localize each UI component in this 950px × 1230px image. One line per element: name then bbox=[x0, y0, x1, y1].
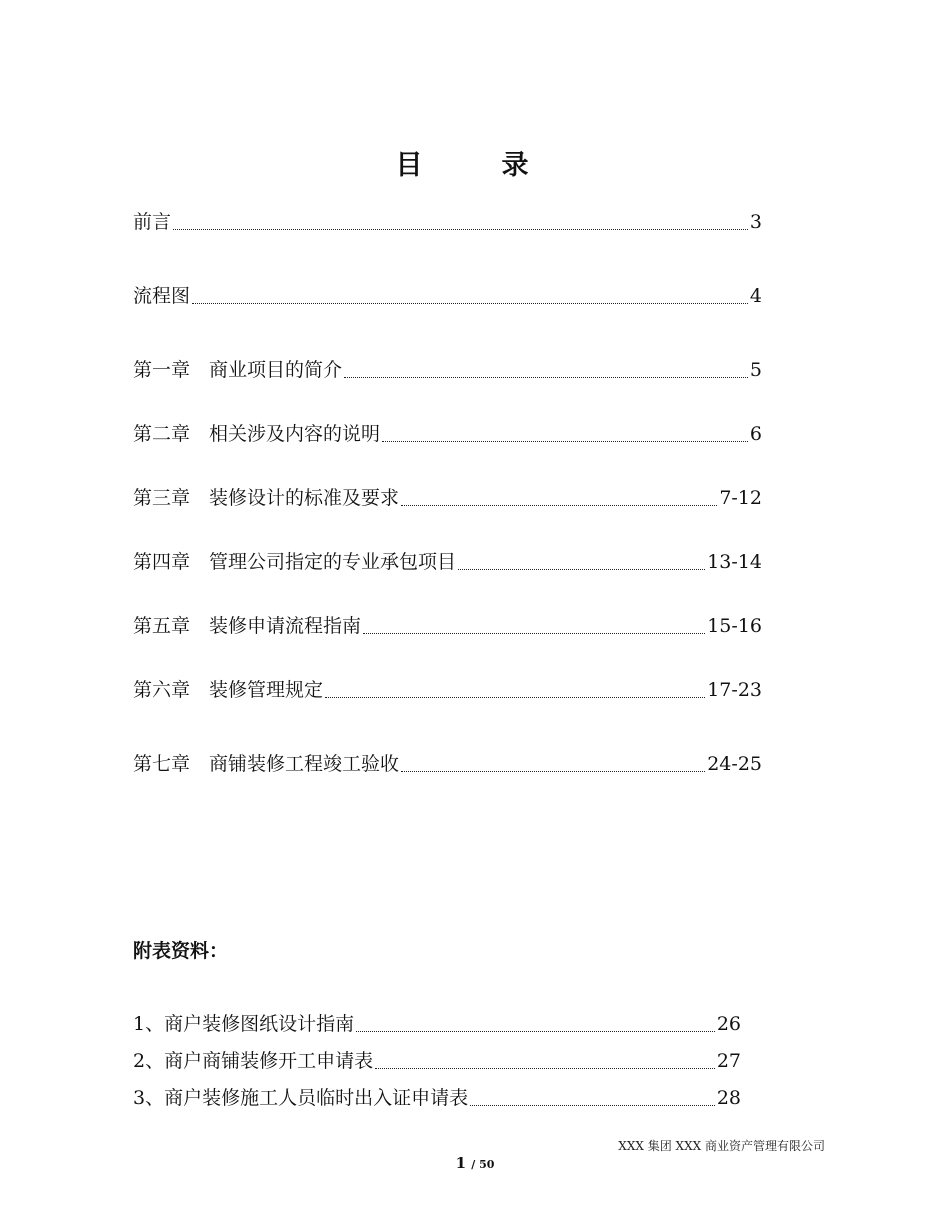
page-total: / 50 bbox=[471, 1158, 495, 1171]
toc-entry-preface[interactable] bbox=[133, 210, 762, 234]
toc-entry-chapter-1[interactable] bbox=[133, 358, 762, 382]
toc-page-number: 17-23 bbox=[707, 679, 762, 701]
toc-label: 前言 bbox=[133, 211, 172, 233]
appendix-label: 2、商户商铺装修开工申请表 bbox=[133, 1050, 374, 1072]
toc-entry-chapter-7[interactable] bbox=[133, 752, 762, 776]
toc-leader bbox=[344, 376, 748, 378]
toc-leader bbox=[401, 504, 717, 506]
toc-leader bbox=[325, 696, 705, 698]
toc-leader bbox=[382, 440, 748, 442]
toc-entry-chapter-4[interactable] bbox=[133, 550, 762, 574]
toc-label: 第三章 装修设计的标准及要求 bbox=[133, 487, 400, 509]
toc-leader bbox=[356, 1030, 715, 1032]
toc-leader bbox=[401, 770, 705, 772]
toc-page-number: 15-16 bbox=[707, 615, 762, 637]
toc-entry-chapter-5[interactable] bbox=[133, 614, 762, 638]
toc-entry-chapter-3[interactable] bbox=[133, 486, 762, 510]
toc-label: 第二章 相关涉及内容的说明 bbox=[133, 423, 381, 445]
toc-leader bbox=[363, 632, 705, 634]
toc-leader bbox=[375, 1067, 715, 1069]
toc-entry-chapter-6[interactable] bbox=[133, 678, 762, 702]
appendix-page-number: 27 bbox=[716, 1050, 741, 1072]
toc-leader bbox=[173, 228, 748, 230]
appendix-entry-1[interactable] bbox=[133, 1012, 741, 1036]
appendix-entry-3[interactable] bbox=[133, 1086, 741, 1110]
toc-page-number: 5 bbox=[749, 359, 762, 381]
page-title: 目 录 bbox=[395, 150, 555, 181]
toc-page-number: 3 bbox=[749, 211, 762, 233]
appendix-page-number: 26 bbox=[716, 1013, 741, 1035]
toc-page-number: 24-25 bbox=[707, 753, 762, 775]
toc-page-number: 4 bbox=[749, 285, 762, 307]
toc-label: 流程图 bbox=[133, 285, 191, 307]
toc-label: 第五章 装修申请流程指南 bbox=[133, 615, 362, 637]
toc-page-number: 7-12 bbox=[719, 487, 762, 509]
page-current: 1 bbox=[455, 1154, 467, 1172]
appendix-heading: 附表资料： bbox=[133, 940, 229, 962]
appendix-page-number: 28 bbox=[716, 1087, 741, 1109]
appendix-label: 3、商户装修施工人员临时出入证申请表 bbox=[133, 1087, 469, 1109]
toc-entry-chapter-2[interactable] bbox=[133, 422, 762, 446]
footer-company-name: XXX 集团 XXX 商业资产管理有限公司 bbox=[618, 1139, 825, 1153]
appendix-label: 1、商户装修图纸设计指南 bbox=[133, 1013, 355, 1035]
toc-label: 第一章 商业项目的简介 bbox=[133, 359, 343, 381]
toc-page-number: 13-14 bbox=[707, 551, 762, 573]
toc-label: 第四章 管理公司指定的专业承包项目 bbox=[133, 551, 457, 573]
toc-label: 第七章 商铺装修工程竣工验收 bbox=[133, 753, 400, 775]
toc-leader bbox=[470, 1104, 715, 1106]
toc-label: 第六章 装修管理规定 bbox=[133, 679, 324, 701]
toc-page-number: 6 bbox=[749, 423, 762, 445]
page-number bbox=[0, 1154, 950, 1172]
appendix-entry-2[interactable] bbox=[133, 1049, 741, 1073]
toc-entry-flowchart[interactable] bbox=[133, 284, 762, 308]
toc-leader bbox=[192, 302, 748, 304]
toc-leader bbox=[458, 568, 705, 570]
